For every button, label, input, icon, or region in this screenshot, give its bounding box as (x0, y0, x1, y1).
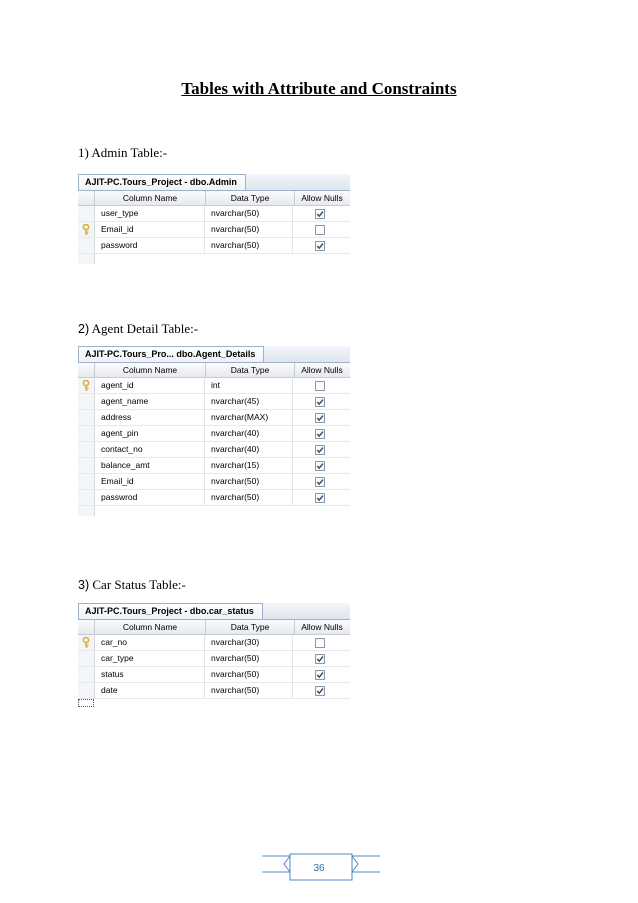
column-name-cell[interactable]: Email_id (95, 474, 205, 489)
allow-nulls-cell (293, 378, 347, 393)
allow-nulls-checkbox[interactable] (315, 209, 325, 219)
allow-nulls-cell (293, 667, 347, 682)
allow-nulls-cell (293, 474, 347, 489)
row-selector[interactable] (78, 474, 95, 489)
table-row[interactable] (78, 635, 350, 651)
row-selector[interactable] (78, 667, 95, 682)
row-selector[interactable] (78, 410, 95, 425)
allow-nulls-cell (293, 410, 347, 425)
table-row[interactable] (78, 222, 350, 238)
allow-nulls-cell (293, 683, 347, 698)
data-type-cell[interactable]: nvarchar(50) (205, 474, 293, 489)
header-allow-nulls: Allow Nulls (301, 622, 343, 632)
allow-nulls-cell (293, 426, 347, 441)
data-type-cell[interactable]: nvarchar(50) (205, 238, 293, 253)
page-title: Tables with Attribute and Constraints (181, 79, 457, 98)
table-row[interactable] (78, 442, 350, 458)
header-data-type: Data Type (206, 620, 295, 634)
data-type-cell[interactable]: nvarchar(MAX) (205, 410, 293, 425)
section-number: 2) (78, 322, 90, 336)
column-name-cell[interactable]: password (95, 238, 205, 253)
grid-header (78, 363, 350, 378)
section-heading-text: Car Status Table:- (89, 577, 186, 592)
tab-car-status[interactable]: AJIT-PC.Tours_Project - dbo.car_status (78, 603, 263, 619)
data-type-cell[interactable]: nvarchar(50) (205, 683, 293, 698)
section-heading-text: Agent Detail Table:- (89, 321, 199, 336)
allow-nulls-checkbox[interactable] (315, 686, 325, 696)
header-column-name: Column Name (95, 620, 206, 634)
allow-nulls-checkbox[interactable] (315, 381, 325, 391)
column-name-cell[interactable]: car_type (95, 651, 205, 666)
allow-nulls-checkbox[interactable] (315, 225, 325, 235)
row-selector[interactable] (78, 222, 95, 237)
allow-nulls-checkbox[interactable] (315, 638, 325, 648)
header-allow-nulls: Allow Nulls (301, 365, 343, 375)
data-type-cell[interactable]: nvarchar(15) (205, 458, 293, 473)
section-heading-admin (78, 145, 167, 161)
column-name-cell[interactable]: balance_amt (95, 458, 205, 473)
allow-nulls-cell (293, 458, 347, 473)
blank-row[interactable] (78, 506, 350, 516)
data-type-cell[interactable]: nvarchar(40) (205, 442, 293, 457)
section-number: 1) (78, 145, 89, 160)
checkmark-icon (316, 478, 324, 486)
allow-nulls-checkbox[interactable] (315, 445, 325, 455)
allow-nulls-checkbox[interactable] (315, 413, 325, 423)
header-selector (78, 363, 95, 377)
table-designer-car-status (78, 603, 350, 707)
tab-admin[interactable]: AJIT-PC.Tours_Project - dbo.Admin (78, 174, 246, 190)
tab-agent-details[interactable]: AJIT-PC.Tours_Pro... dbo.Agent_Details (78, 346, 264, 362)
table-row[interactable] (78, 238, 350, 254)
column-name-cell[interactable]: agent_name (95, 394, 205, 409)
tab-strip (78, 603, 350, 620)
allow-nulls-checkbox[interactable] (315, 670, 325, 680)
row-selector[interactable] (78, 206, 95, 221)
row-selector[interactable] (78, 490, 95, 505)
page-number: 36 (313, 863, 325, 874)
checkmark-icon (316, 671, 324, 679)
data-type-cell[interactable]: nvarchar(40) (205, 426, 293, 441)
allow-nulls-cell (293, 394, 347, 409)
checkmark-icon (316, 655, 324, 663)
table-row[interactable] (78, 667, 350, 683)
section-number: 3) (78, 578, 90, 592)
data-type-cell[interactable]: nvarchar(50) (205, 667, 293, 682)
table-row[interactable] (78, 394, 350, 410)
allow-nulls-checkbox[interactable] (315, 493, 325, 503)
column-name-cell[interactable]: car_no (95, 635, 205, 650)
data-type-cell[interactable]: nvarchar(50) (205, 490, 293, 505)
grid-header (78, 191, 350, 206)
row-selector[interactable] (78, 378, 95, 393)
column-name-cell[interactable]: agent_id (95, 378, 205, 393)
data-type-cell[interactable]: nvarchar(50) (205, 651, 293, 666)
grid-rows (78, 635, 350, 699)
table-row[interactable] (78, 206, 350, 222)
tab-strip (78, 346, 350, 363)
allow-nulls-cell (293, 651, 347, 666)
header-selector (78, 191, 95, 205)
row-selector[interactable] (78, 238, 95, 253)
allow-nulls-checkbox[interactable] (315, 477, 325, 487)
data-type-cell[interactable]: nvarchar(50) (205, 222, 293, 237)
checkmark-icon (316, 414, 324, 422)
table-row[interactable] (78, 458, 350, 474)
row-selector[interactable] (78, 426, 95, 441)
row-selector[interactable] (78, 651, 95, 666)
column-name-cell[interactable]: status (95, 667, 205, 682)
section-heading-agent (78, 321, 198, 337)
table-row[interactable] (78, 651, 350, 667)
grid-rows (78, 378, 350, 506)
header-data-type: Data Type (206, 191, 295, 205)
checkmark-icon (316, 210, 324, 218)
header-column-name: Column Name (95, 363, 206, 377)
data-type-cell[interactable]: nvarchar(50) (205, 206, 293, 221)
allow-nulls-cell (293, 490, 347, 505)
column-name-cell[interactable]: address (95, 410, 205, 425)
header-data-type: Data Type (206, 363, 295, 377)
allow-nulls-cell (293, 238, 347, 253)
allow-nulls-cell (293, 206, 347, 221)
checkmark-icon (316, 242, 324, 250)
allow-nulls-checkbox[interactable] (315, 241, 325, 251)
table-row[interactable] (78, 426, 350, 442)
column-name-cell[interactable]: date (95, 683, 205, 698)
checkmark-icon (316, 398, 324, 406)
primary-key-icon (82, 380, 90, 391)
header-allow-nulls: Allow Nulls (301, 193, 343, 203)
primary-key-icon (82, 637, 90, 648)
grid-header (78, 620, 350, 635)
row-selector[interactable] (78, 394, 95, 409)
data-type-cell[interactable]: nvarchar(45) (205, 394, 293, 409)
data-type-cell[interactable]: nvarchar(30) (205, 635, 293, 650)
column-name-cell[interactable]: user_type (95, 206, 205, 221)
data-type-cell[interactable]: int (205, 378, 293, 393)
new-row-placeholder[interactable] (78, 699, 350, 707)
blank-row[interactable] (78, 254, 350, 264)
allow-nulls-cell (293, 635, 347, 650)
checkmark-icon (316, 446, 324, 454)
table-designer-admin (78, 174, 350, 264)
tab-strip (78, 174, 350, 191)
primary-key-icon (82, 224, 90, 235)
row-selector[interactable] (78, 458, 95, 473)
row-selector[interactable] (78, 442, 95, 457)
allow-nulls-checkbox[interactable] (315, 654, 325, 664)
column-name-cell[interactable]: Email_id (95, 222, 205, 237)
column-name-cell[interactable]: contact_no (95, 442, 205, 457)
table-row[interactable] (78, 378, 350, 394)
header-column-name: Column Name (95, 191, 206, 205)
table-row[interactable] (78, 683, 350, 699)
section-heading-text: Admin Table:- (88, 145, 168, 160)
row-selector[interactable] (78, 635, 95, 650)
checkmark-icon (316, 430, 324, 438)
checkmark-icon (316, 462, 324, 470)
grid-rows (78, 206, 350, 254)
allow-nulls-cell (293, 442, 347, 457)
checkmark-icon (316, 494, 324, 502)
table-row[interactable] (78, 474, 350, 490)
allow-nulls-cell (293, 222, 347, 237)
table-designer-agent (78, 346, 350, 516)
allow-nulls-checkbox[interactable] (315, 429, 325, 439)
table-row[interactable] (78, 410, 350, 426)
table-row[interactable] (78, 490, 350, 506)
allow-nulls-checkbox[interactable] (315, 397, 325, 407)
section-heading-car-status (78, 577, 186, 593)
allow-nulls-checkbox[interactable] (315, 461, 325, 471)
row-selector[interactable] (78, 683, 95, 698)
column-name-cell[interactable]: agent_pin (95, 426, 205, 441)
column-name-cell[interactable]: passwrod (95, 490, 205, 505)
checkmark-icon (316, 687, 324, 695)
header-selector (78, 620, 95, 634)
